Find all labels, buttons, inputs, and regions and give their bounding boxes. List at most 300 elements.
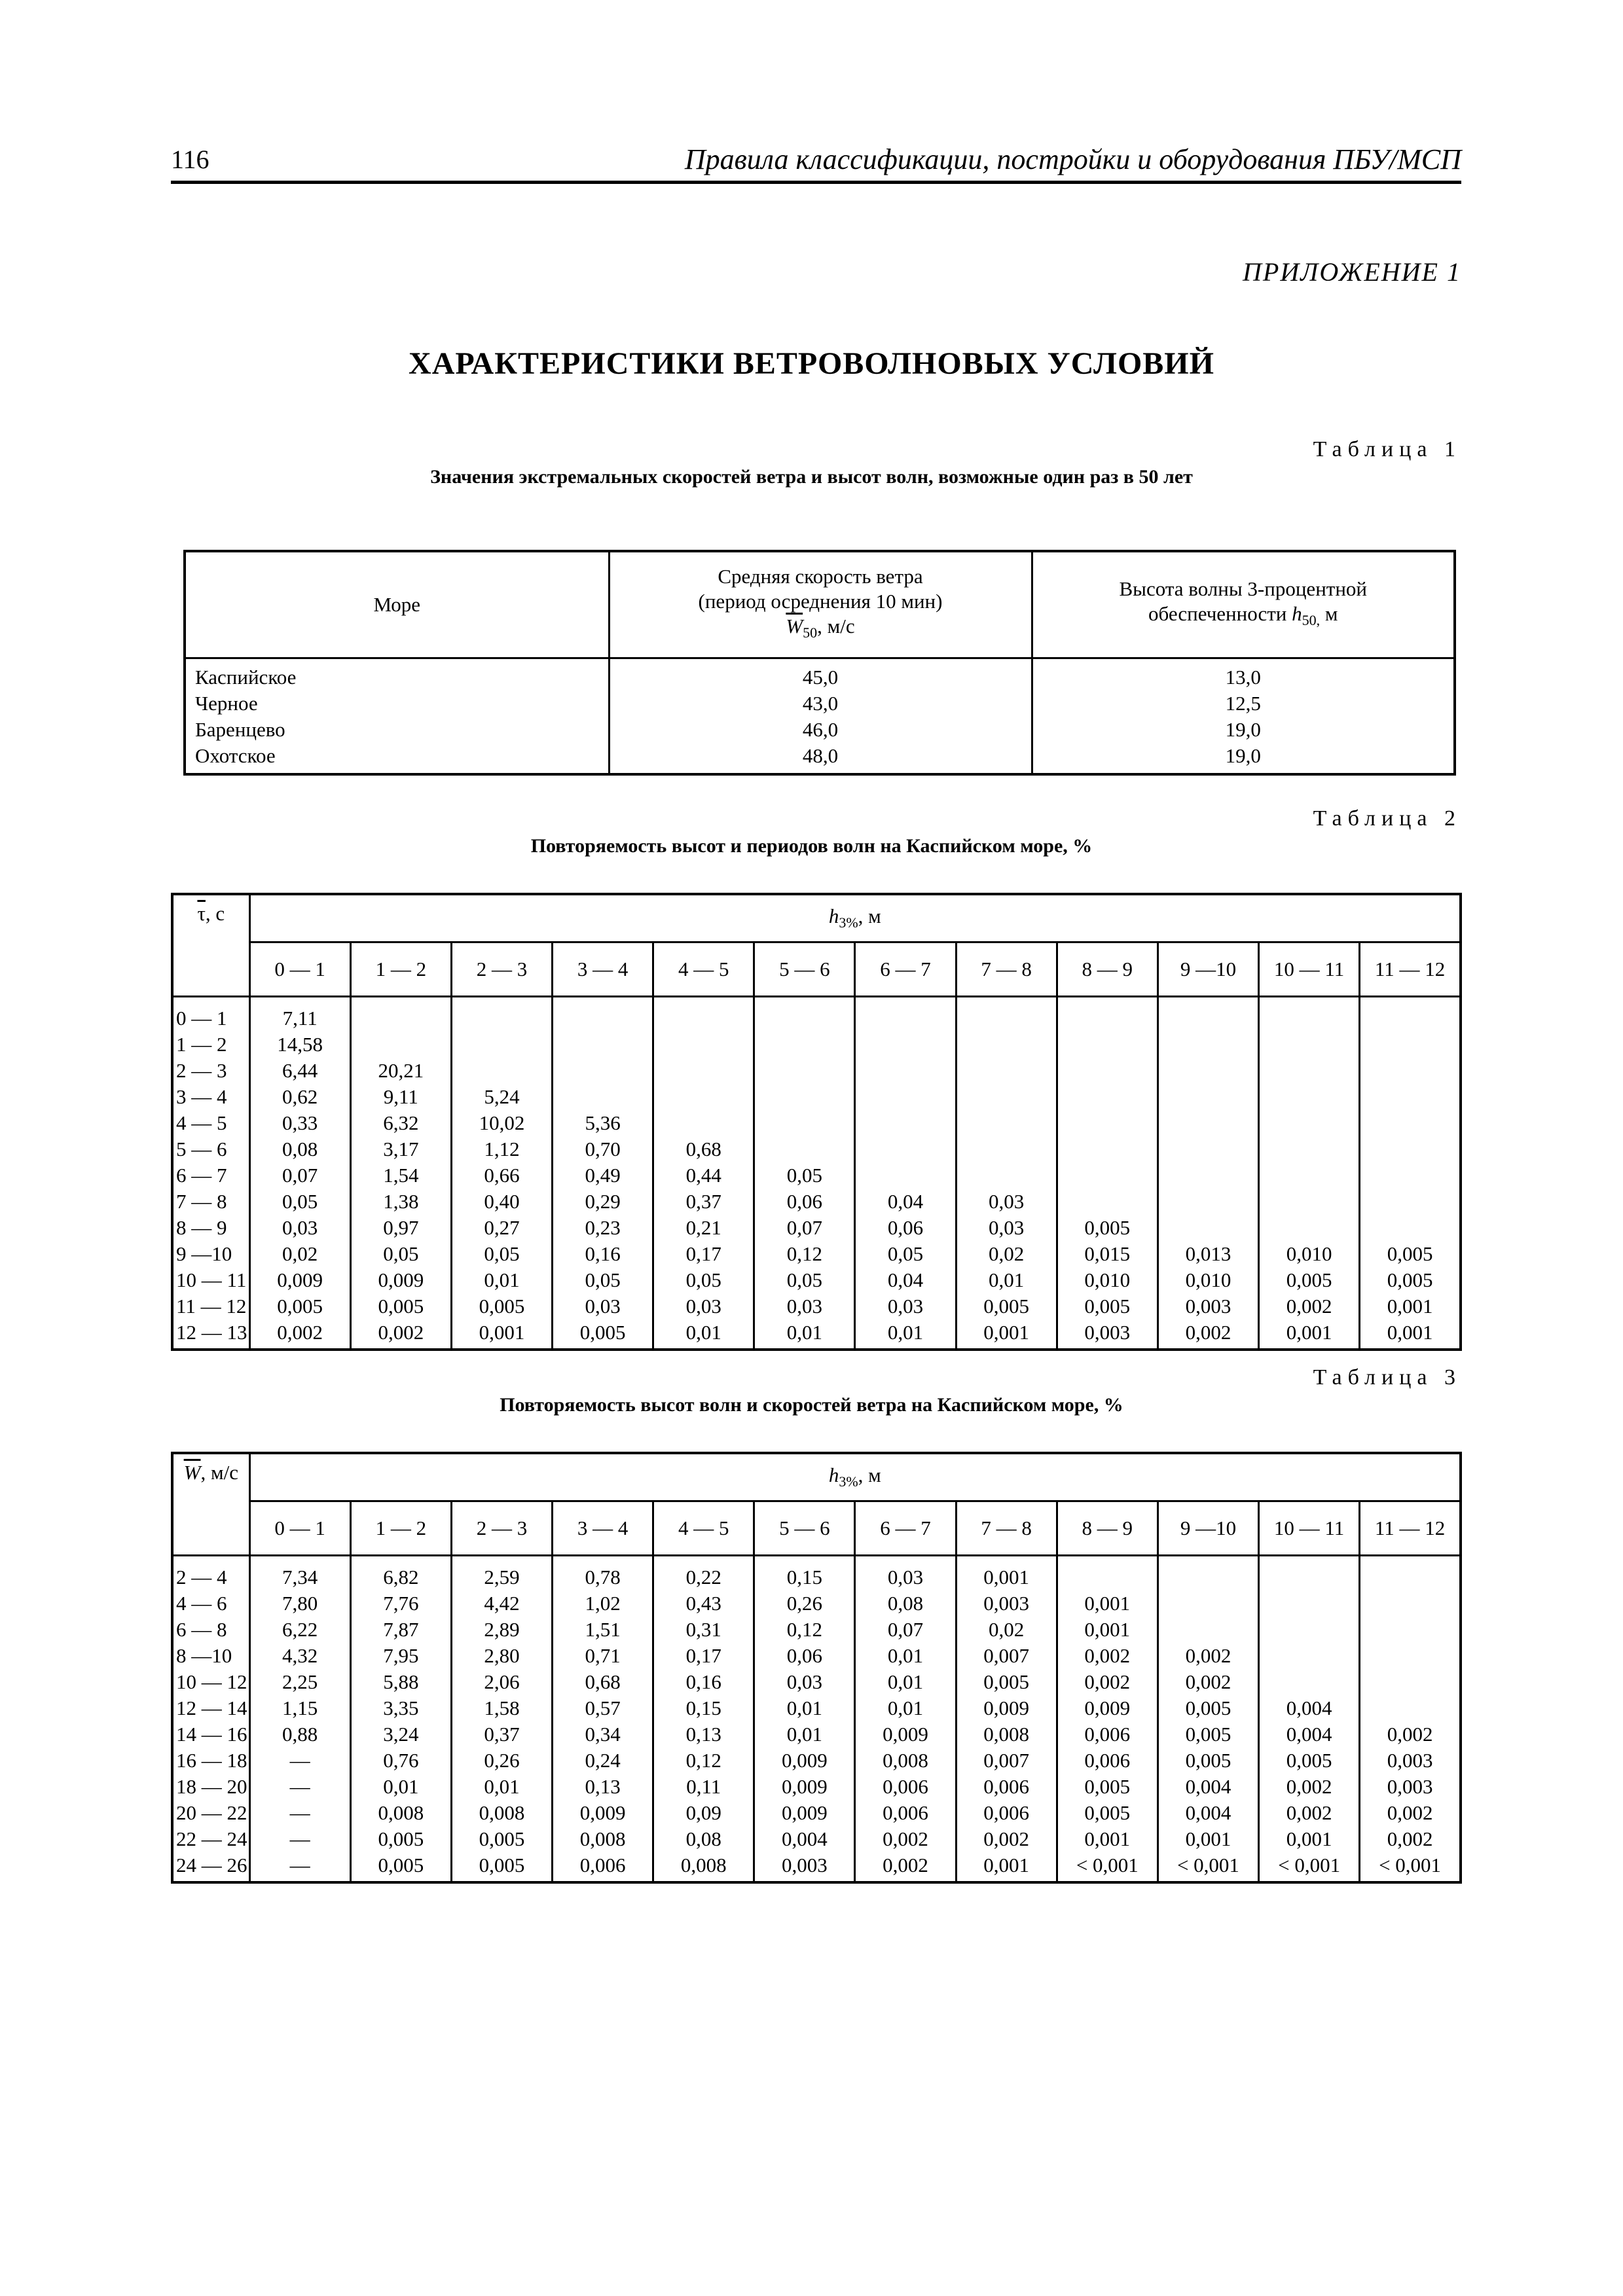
value-cell	[855, 1136, 956, 1162]
wind-speed-cell: 45,0	[609, 658, 1032, 691]
column-header: 3 — 4	[553, 942, 653, 997]
value-cell: 0,001	[1259, 1319, 1360, 1350]
value-cell: —	[249, 1852, 350, 1882]
value-cell: 0,009	[553, 1800, 653, 1826]
value-cell: < 0,001	[1158, 1852, 1258, 1882]
row-label-cell: 14 — 16	[172, 1721, 249, 1748]
value-cell: < 0,001	[1360, 1852, 1461, 1882]
value-cell: 0,01	[653, 1319, 754, 1350]
table-row	[172, 1774, 1461, 1800]
value-cell	[653, 1084, 754, 1110]
value-cell	[855, 1058, 956, 1084]
row-label-cell: 5 — 6	[172, 1136, 249, 1162]
row-label-cell: 6 — 7	[172, 1162, 249, 1189]
value-cell	[754, 997, 855, 1032]
value-cell	[1259, 1110, 1360, 1136]
row-label-cell: 4 — 5	[172, 1110, 249, 1136]
row-label-cell: 2 — 3	[172, 1058, 249, 1084]
value-cell: 1,51	[553, 1617, 653, 1643]
value-cell	[1360, 1031, 1461, 1058]
value-cell	[1259, 1162, 1360, 1189]
table-row	[172, 1293, 1461, 1319]
value-cell: 0,005	[1360, 1267, 1461, 1293]
row-label-cell: 0 — 1	[172, 997, 249, 1032]
value-cell	[1259, 1058, 1360, 1084]
value-cell: 0,009	[754, 1800, 855, 1826]
value-cell	[1259, 997, 1360, 1032]
value-cell	[1259, 1590, 1360, 1617]
value-cell	[754, 1084, 855, 1110]
value-cell	[1057, 997, 1158, 1032]
value-cell: 0,02	[249, 1241, 350, 1267]
value-cell: 3,17	[350, 1136, 451, 1162]
value-cell: 1,58	[451, 1695, 552, 1721]
value-cell: 0,29	[553, 1189, 653, 1215]
value-cell: 20,21	[350, 1058, 451, 1084]
wave-symbol: h	[1292, 601, 1302, 625]
value-cell: 0,05	[553, 1267, 653, 1293]
table-row	[172, 1721, 1461, 1748]
value-cell: 7,80	[249, 1590, 350, 1617]
value-cell: 0,62	[249, 1084, 350, 1110]
wave-height-cell: 19,0	[1032, 743, 1455, 774]
sea-name-cell: Охотское	[185, 743, 609, 774]
h-symbol-sub: 3%	[839, 1473, 858, 1490]
column-header: 9 —10	[1158, 942, 1258, 997]
value-cell: 7,95	[350, 1643, 451, 1669]
value-cell: 0,002	[956, 1826, 1057, 1852]
value-cell: 0,007	[956, 1748, 1057, 1774]
value-cell: 0,004	[1158, 1774, 1258, 1800]
value-cell: 0,002	[350, 1319, 451, 1350]
value-cell: 0,005	[1158, 1721, 1258, 1748]
value-cell: 0,03	[249, 1215, 350, 1241]
column-header: 0 — 1	[249, 942, 350, 997]
value-cell	[1259, 1556, 1360, 1591]
value-cell	[855, 1110, 956, 1136]
table-row	[185, 691, 1455, 717]
value-cell: 0,13	[653, 1721, 754, 1748]
sea-name-cell: Каспийское	[185, 658, 609, 691]
value-cell	[653, 997, 754, 1032]
value-cell: 0,31	[653, 1617, 754, 1643]
value-cell: 5,88	[350, 1669, 451, 1695]
table-row	[172, 1319, 1461, 1350]
column-header: 10 — 11	[1259, 942, 1360, 997]
value-cell: 0,006	[956, 1774, 1057, 1800]
column-header: 2 — 3	[451, 1501, 552, 1556]
value-cell: 0,002	[1158, 1319, 1258, 1350]
value-cell: 0,01	[451, 1267, 552, 1293]
value-cell	[956, 1162, 1057, 1189]
table-row	[172, 1110, 1461, 1136]
value-cell: 0,34	[553, 1721, 653, 1748]
value-cell: 0,005	[956, 1669, 1057, 1695]
table1-col-wind-symbol	[610, 614, 1031, 645]
value-cell: 0,11	[653, 1774, 754, 1800]
value-cell	[653, 1031, 754, 1058]
value-cell: 0,03	[754, 1293, 855, 1319]
sea-name-cell: Баренцево	[185, 717, 609, 743]
value-cell: 0,07	[249, 1162, 350, 1189]
value-cell	[754, 1110, 855, 1136]
value-cell: 0,21	[653, 1215, 754, 1241]
value-cell: 0,005	[350, 1852, 451, 1882]
table-row	[172, 1215, 1461, 1241]
table1-header-row	[185, 551, 1455, 658]
value-cell: 0,005	[1057, 1293, 1158, 1319]
sea-name-cell: Черное	[185, 691, 609, 717]
value-cell: 0,002	[249, 1319, 350, 1350]
column-header: 2 — 3	[451, 942, 552, 997]
value-cell	[451, 1031, 552, 1058]
column-header: 10 — 11	[1259, 1501, 1360, 1556]
column-header: 11 — 12	[1360, 942, 1461, 997]
value-cell: 0,008	[956, 1721, 1057, 1748]
column-header: 3 — 4	[553, 1501, 653, 1556]
value-cell: 0,71	[553, 1643, 653, 1669]
value-cell: 1,38	[350, 1189, 451, 1215]
value-cell: 0,66	[451, 1162, 552, 1189]
value-cell	[1158, 1110, 1258, 1136]
table2-label: Таблица 2	[1313, 806, 1461, 831]
value-cell: 0,003	[1057, 1319, 1158, 1350]
value-cell: 0,009	[1057, 1695, 1158, 1721]
row-label-cell: 20 — 22	[172, 1800, 249, 1826]
value-cell: 0,01	[956, 1267, 1057, 1293]
table-row	[172, 1136, 1461, 1162]
table-row	[172, 1189, 1461, 1215]
value-cell: 0,43	[653, 1590, 754, 1617]
table2-header-row	[172, 894, 1461, 942]
value-cell: 0,05	[754, 1162, 855, 1189]
value-cell: —	[249, 1800, 350, 1826]
value-cell: 0,002	[1158, 1669, 1258, 1695]
value-cell: 0,010	[1057, 1267, 1158, 1293]
value-cell: 0,002	[1057, 1643, 1158, 1669]
value-cell: 0,005	[1259, 1267, 1360, 1293]
value-cell: 0,76	[350, 1748, 451, 1774]
column-header: 1 — 2	[350, 942, 451, 997]
column-header: 8 — 9	[1057, 942, 1158, 997]
value-cell: 0,004	[1259, 1695, 1360, 1721]
value-cell: 0,010	[1259, 1241, 1360, 1267]
value-cell: 0,008	[451, 1800, 552, 1826]
value-cell	[1259, 1215, 1360, 1241]
value-cell: 0,006	[553, 1852, 653, 1882]
value-cell: 0,002	[855, 1852, 956, 1882]
value-cell: 0,006	[855, 1774, 956, 1800]
value-cell: 0,003	[956, 1590, 1057, 1617]
value-cell: 6,22	[249, 1617, 350, 1643]
h-unit: , м	[858, 905, 881, 928]
value-cell: 0,07	[855, 1617, 956, 1643]
row-label-cell: 12 — 14	[172, 1695, 249, 1721]
value-cell	[855, 1084, 956, 1110]
value-cell: 0,003	[754, 1852, 855, 1882]
column-header: 9 —10	[1158, 1501, 1258, 1556]
table-row	[172, 997, 1461, 1032]
value-cell	[1158, 1556, 1258, 1591]
value-cell: 0,003	[1158, 1293, 1258, 1319]
value-cell: 0,01	[754, 1695, 855, 1721]
value-cell: 0,09	[653, 1800, 754, 1826]
value-cell: 0,08	[653, 1826, 754, 1852]
table-row	[172, 1241, 1461, 1267]
value-cell	[956, 1110, 1057, 1136]
value-cell: 0,001	[1360, 1293, 1461, 1319]
row-label-cell: 18 — 20	[172, 1774, 249, 1800]
value-cell: 9,11	[350, 1084, 451, 1110]
value-cell: 0,78	[553, 1556, 653, 1591]
wave-height-cell: 19,0	[1032, 717, 1455, 743]
value-cell: 0,01	[855, 1669, 956, 1695]
value-cell	[1057, 1162, 1158, 1189]
value-cell	[1259, 1031, 1360, 1058]
value-cell: < 0,001	[1057, 1852, 1158, 1882]
wind-speed-cell: 46,0	[609, 717, 1032, 743]
table-row	[172, 1852, 1461, 1882]
value-cell: 0,010	[1158, 1267, 1258, 1293]
value-cell: 0,001	[956, 1556, 1057, 1591]
column-header: 6 — 7	[855, 1501, 956, 1556]
value-cell: 0,49	[553, 1162, 653, 1189]
value-cell: 4,42	[451, 1590, 552, 1617]
page-header	[171, 143, 1461, 184]
table-row	[172, 1590, 1461, 1617]
value-cell: 0,02	[956, 1617, 1057, 1643]
row-label-cell: 16 — 18	[172, 1748, 249, 1774]
row-label-cell: 6 — 8	[172, 1617, 249, 1643]
row-label-cell: 24 — 26	[172, 1852, 249, 1882]
value-cell: 0,005	[553, 1319, 653, 1350]
table-row	[172, 1800, 1461, 1826]
value-cell	[653, 1110, 754, 1136]
value-cell	[1360, 1162, 1461, 1189]
wind-speed-cell: 48,0	[609, 743, 1032, 774]
appendix-label: ПРИЛОЖЕНИЕ 1	[1243, 257, 1461, 287]
value-cell: 0,006	[1057, 1748, 1158, 1774]
value-cell	[1057, 1189, 1158, 1215]
table-row	[185, 658, 1455, 691]
value-cell: 0,03	[553, 1293, 653, 1319]
table-row	[172, 1031, 1461, 1058]
value-cell: 0,001	[956, 1852, 1057, 1882]
value-cell	[1158, 1058, 1258, 1084]
value-cell	[1057, 1031, 1158, 1058]
table3-label: Таблица 3	[1313, 1365, 1461, 1390]
w-unit: , м/с	[200, 1461, 238, 1484]
value-cell: 0,68	[553, 1669, 653, 1695]
value-cell: 0,06	[754, 1643, 855, 1669]
value-cell: 0,06	[754, 1189, 855, 1215]
wave-text: обеспеченности	[1148, 601, 1292, 625]
value-cell: —	[249, 1826, 350, 1852]
column-header: 5 — 6	[754, 1501, 855, 1556]
row-label-cell: 11 — 12	[172, 1293, 249, 1319]
value-cell: 0,05	[350, 1241, 451, 1267]
value-cell	[1259, 1669, 1360, 1695]
row-label-cell: 7 — 8	[172, 1189, 249, 1215]
value-cell: 0,04	[855, 1189, 956, 1215]
row-label-cell: 10 — 11	[172, 1267, 249, 1293]
value-cell	[1057, 1058, 1158, 1084]
row-label-cell: 4 — 6	[172, 1590, 249, 1617]
row-label-cell: 8 — 9	[172, 1215, 249, 1241]
value-cell: 0,05	[451, 1241, 552, 1267]
value-cell	[1360, 1556, 1461, 1591]
table-row	[185, 743, 1455, 774]
value-cell	[1360, 1590, 1461, 1617]
row-label-cell: 8 —10	[172, 1643, 249, 1669]
value-cell: 0,005	[1057, 1774, 1158, 1800]
value-cell: 0,03	[855, 1556, 956, 1591]
value-cell: 0,03	[855, 1293, 956, 1319]
value-cell	[1057, 1136, 1158, 1162]
value-cell: 0,03	[956, 1215, 1057, 1241]
table2	[171, 893, 1462, 1351]
running-title: Правила классификации, постройки и оборудования ПБУ/МСП	[684, 143, 1461, 175]
value-cell: 0,07	[754, 1215, 855, 1241]
value-cell: 0,001	[956, 1319, 1057, 1350]
value-cell: 0,001	[1360, 1319, 1461, 1350]
value-cell	[956, 1031, 1057, 1058]
value-cell: 0,005	[1259, 1748, 1360, 1774]
value-cell: 0,004	[1158, 1800, 1258, 1826]
value-cell: 0,17	[653, 1643, 754, 1669]
value-cell	[1057, 1084, 1158, 1110]
value-cell	[1360, 1215, 1461, 1241]
table-row	[172, 1669, 1461, 1695]
column-header: 8 — 9	[1057, 1501, 1158, 1556]
value-cell	[855, 1162, 956, 1189]
table1-caption: Значения экстремальных скоростей ветра и высот волн, возможные один раз в 50 лет	[430, 466, 1193, 488]
table1	[183, 550, 1456, 776]
value-cell: 0,17	[653, 1241, 754, 1267]
value-cell: 0,009	[754, 1774, 855, 1800]
wind-unit: , м/с	[817, 614, 855, 637]
table3	[171, 1452, 1462, 1884]
table1-col-wave-line1: Высота волны 3-процентной	[1119, 577, 1368, 600]
value-cell: 0,05	[249, 1189, 350, 1215]
value-cell: 0,001	[1057, 1590, 1158, 1617]
table2-column-headers	[172, 942, 1461, 997]
value-cell	[553, 1084, 653, 1110]
value-cell: 0,002	[1259, 1774, 1360, 1800]
value-cell: 0,01	[855, 1319, 956, 1350]
table-row	[172, 1162, 1461, 1189]
row-label-cell: 2 — 4	[172, 1556, 249, 1591]
value-cell: 0,03	[754, 1669, 855, 1695]
value-cell: 0,006	[1057, 1721, 1158, 1748]
value-cell: 0,22	[653, 1556, 754, 1591]
value-cell: 0,005	[1158, 1695, 1258, 1721]
value-cell: 0,23	[553, 1215, 653, 1241]
value-cell: 0,013	[1158, 1241, 1258, 1267]
value-cell: < 0,001	[1259, 1852, 1360, 1882]
value-cell: 0,12	[653, 1748, 754, 1774]
value-cell: 0,15	[754, 1556, 855, 1591]
value-cell: 0,70	[553, 1136, 653, 1162]
value-cell: 0,26	[754, 1590, 855, 1617]
value-cell: 0,12	[754, 1617, 855, 1643]
row-label-cell: 12 — 13	[172, 1319, 249, 1350]
table-row	[172, 1058, 1461, 1084]
value-cell: 0,44	[653, 1162, 754, 1189]
page-number: 116	[171, 145, 210, 174]
table3-caption: Повторяемость высот волн и скоростей ветра на Каспийском море, %	[500, 1394, 1123, 1416]
value-cell	[553, 1031, 653, 1058]
value-cell: 0,08	[249, 1136, 350, 1162]
value-cell: 6,44	[249, 1058, 350, 1084]
value-cell	[1360, 1189, 1461, 1215]
value-cell	[1158, 1590, 1258, 1617]
value-cell: 0,008	[553, 1826, 653, 1852]
value-cell: 0,13	[553, 1774, 653, 1800]
table-row	[172, 1556, 1461, 1591]
value-cell: 0,002	[1360, 1800, 1461, 1826]
column-header: 5 — 6	[754, 942, 855, 997]
value-cell: 0,005	[350, 1826, 451, 1852]
column-header: 4 — 5	[653, 1501, 754, 1556]
value-cell	[956, 1084, 1057, 1110]
value-cell: 0,003	[1360, 1748, 1461, 1774]
row-label-cell: 1 — 2	[172, 1031, 249, 1058]
tau-unit: , с	[205, 902, 225, 925]
value-cell	[754, 1031, 855, 1058]
value-cell	[1057, 1110, 1158, 1136]
value-cell: 0,001	[1158, 1826, 1258, 1852]
main-title: ХАРАКТЕРИСТИКИ ВЕТРОВОЛНОВЫХ УСЛОВИЙ	[409, 346, 1214, 381]
column-header: 11 — 12	[1360, 1501, 1461, 1556]
value-cell: 0,015	[1057, 1241, 1158, 1267]
value-cell: 0,001	[1057, 1617, 1158, 1643]
value-cell: 0,01	[754, 1721, 855, 1748]
value-cell: 1,02	[553, 1590, 653, 1617]
table1-col-wave	[1032, 551, 1455, 658]
wave-height-cell: 12,5	[1032, 691, 1455, 717]
value-cell	[1360, 1110, 1461, 1136]
tau-symbol: $\overline{\tau}$	[197, 902, 206, 925]
value-cell	[1259, 1189, 1360, 1215]
value-cell: 6,82	[350, 1556, 451, 1591]
column-header: 4 — 5	[653, 942, 754, 997]
value-cell: 0,12	[754, 1241, 855, 1267]
value-cell: 7,76	[350, 1590, 451, 1617]
value-cell: 0,16	[553, 1241, 653, 1267]
table2-group-header	[249, 894, 1461, 942]
wave-symbol-sub: 50,	[1302, 612, 1321, 629]
value-cell: 1,12	[451, 1136, 552, 1162]
value-cell	[1259, 1617, 1360, 1643]
table-row	[185, 717, 1455, 743]
value-cell: 0,05	[855, 1241, 956, 1267]
value-cell: 0,57	[553, 1695, 653, 1721]
value-cell	[1360, 1058, 1461, 1084]
table1-label: Таблица 1	[1313, 437, 1461, 461]
value-cell	[1158, 1215, 1258, 1241]
table1-col-sea: Море	[185, 551, 609, 658]
value-cell	[1158, 997, 1258, 1032]
h-symbol: h	[828, 1463, 839, 1487]
value-cell	[1057, 1556, 1158, 1591]
value-cell: 1,15	[249, 1695, 350, 1721]
value-cell	[350, 997, 451, 1032]
value-cell: 0,15	[653, 1695, 754, 1721]
value-cell	[1158, 1617, 1258, 1643]
value-cell: —	[249, 1774, 350, 1800]
table2-corner	[172, 894, 249, 997]
